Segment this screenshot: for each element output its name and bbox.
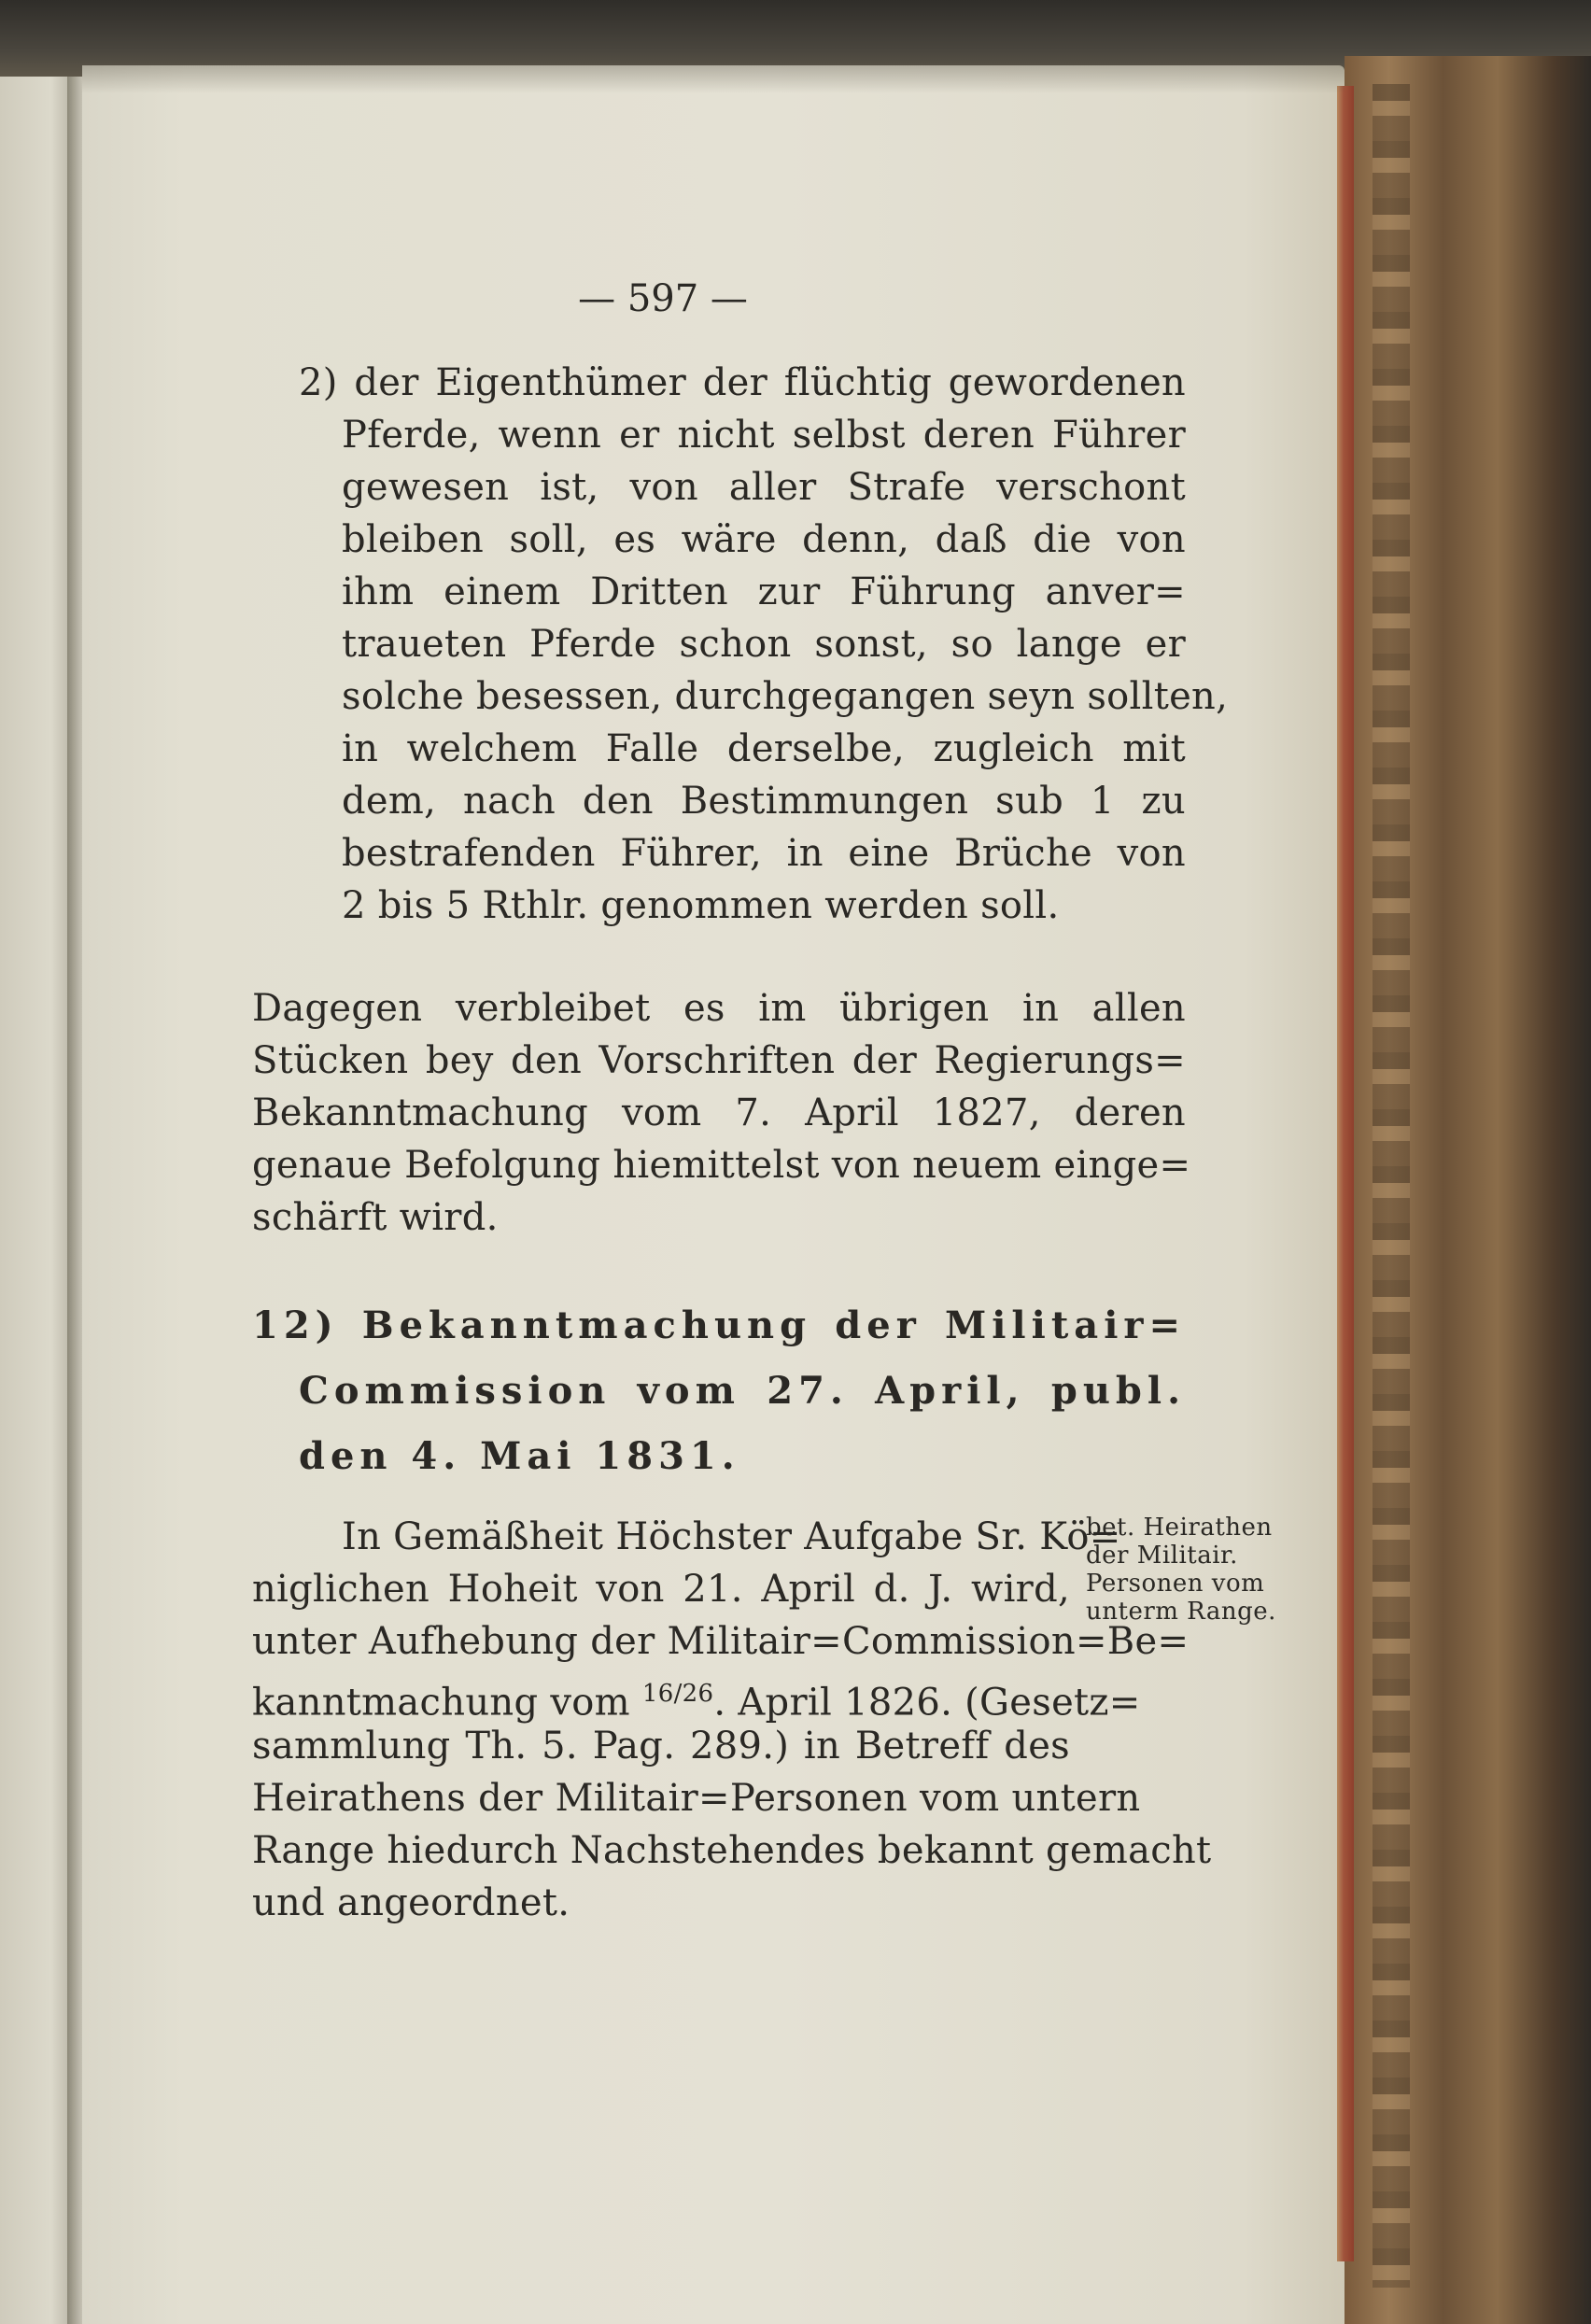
item-2-line-11: 2 bis 5 Rthlr. genommen werden soll. [342,884,1060,927]
dagegen-line-2: Stücken bey den Vorschriften der Regierungs= [252,1039,1186,1082]
section-12-heading-line-1: 12) Bekanntmachung der Militair= [252,1303,1186,1347]
dagegen-line-5: schärft wird. [252,1196,499,1239]
body-line-4-end: . April 1826. (Gesetz= [713,1681,1141,1725]
item-2-line-1: 2) der Eigenthümer der flüchtig gewordenen [299,361,1186,404]
page-number: — 597 — [578,277,748,320]
section-12-body-line-7: Range hiedurch Nachstehendes bekannt gemacht [252,1829,1212,1872]
section-12-heading-line-2: Commission vom 27. April, publ. [299,1369,1186,1413]
item-2-line-2: Pferde, wenn er nicht selbst deren Führer [342,414,1186,457]
red-page-edge [1337,86,1354,2261]
section-12-body-line-4 [252,1666,1141,1725]
left-page-edge [0,77,73,2324]
margin-note-line-4: unterm Range. [1086,1598,1276,1626]
section-12-body-line-3: unter Aufhebung der Militair=Commission=Be= [252,1620,1190,1663]
section-12-body-line-2: niglichen Hoheit von 21. April d. J. wird, [252,1568,1070,1611]
section-12-heading-line-3: den 4. Mai 1831. [299,1434,740,1478]
item-2-line-5: ihm einem Dritten zur Führung anver= [342,570,1186,613]
page-shadow [82,65,1345,93]
marbled-edge [1373,84,1410,2288]
margin-note-line-1: bet. Heirathen [1086,1514,1273,1542]
item-2-line-6: traueten Pferde schon sonst, so lange er [342,623,1186,666]
dagegen-line-1: Dagegen verbleibet es im übrigen in allen [252,987,1186,1030]
section-12-body-line-8: und angeordnet. [252,1881,570,1924]
item-2-line-3: gewesen ist, von aller Strafe verschont [342,466,1186,509]
section-12-body-line-1: In Gemäßheit Höchster Aufgabe Sr. Kö= [342,1515,1121,1558]
dagegen-line-4: genaue Befolgung hiemittelst von neuem einge= [252,1144,1191,1187]
item-2-line-9: dem, nach den Bestimmungen sub 1 zu [342,780,1186,823]
section-12-body-line-6: Heirathens der Militair=Personen vom untern [252,1777,1141,1820]
item-2-line-10: bestrafenden Führer, in eine Brüche von [342,832,1186,875]
item-2-line-8: in welchem Falle derselbe, zugleich mit [342,727,1186,770]
dagegen-line-3: Bekanntmachung vom 7. April 1827, deren [252,1092,1186,1134]
section-12-body-line-5: sammlung Th. 5. Pag. 289.) in Betreff des [252,1725,1070,1768]
item-2-line-7: solche besessen, durchgegangen seyn sollten, [342,675,1229,718]
margin-note-line-3: Personen vom [1086,1570,1265,1598]
item-2-line-4: bleiben soll, es wäre denn, daß die von [342,518,1186,561]
margin-note-line-2: der Militair. [1086,1542,1238,1570]
body-line-4-start: kanntmachung vom [252,1681,630,1725]
date-fraction: 16/26 [641,1680,714,1708]
